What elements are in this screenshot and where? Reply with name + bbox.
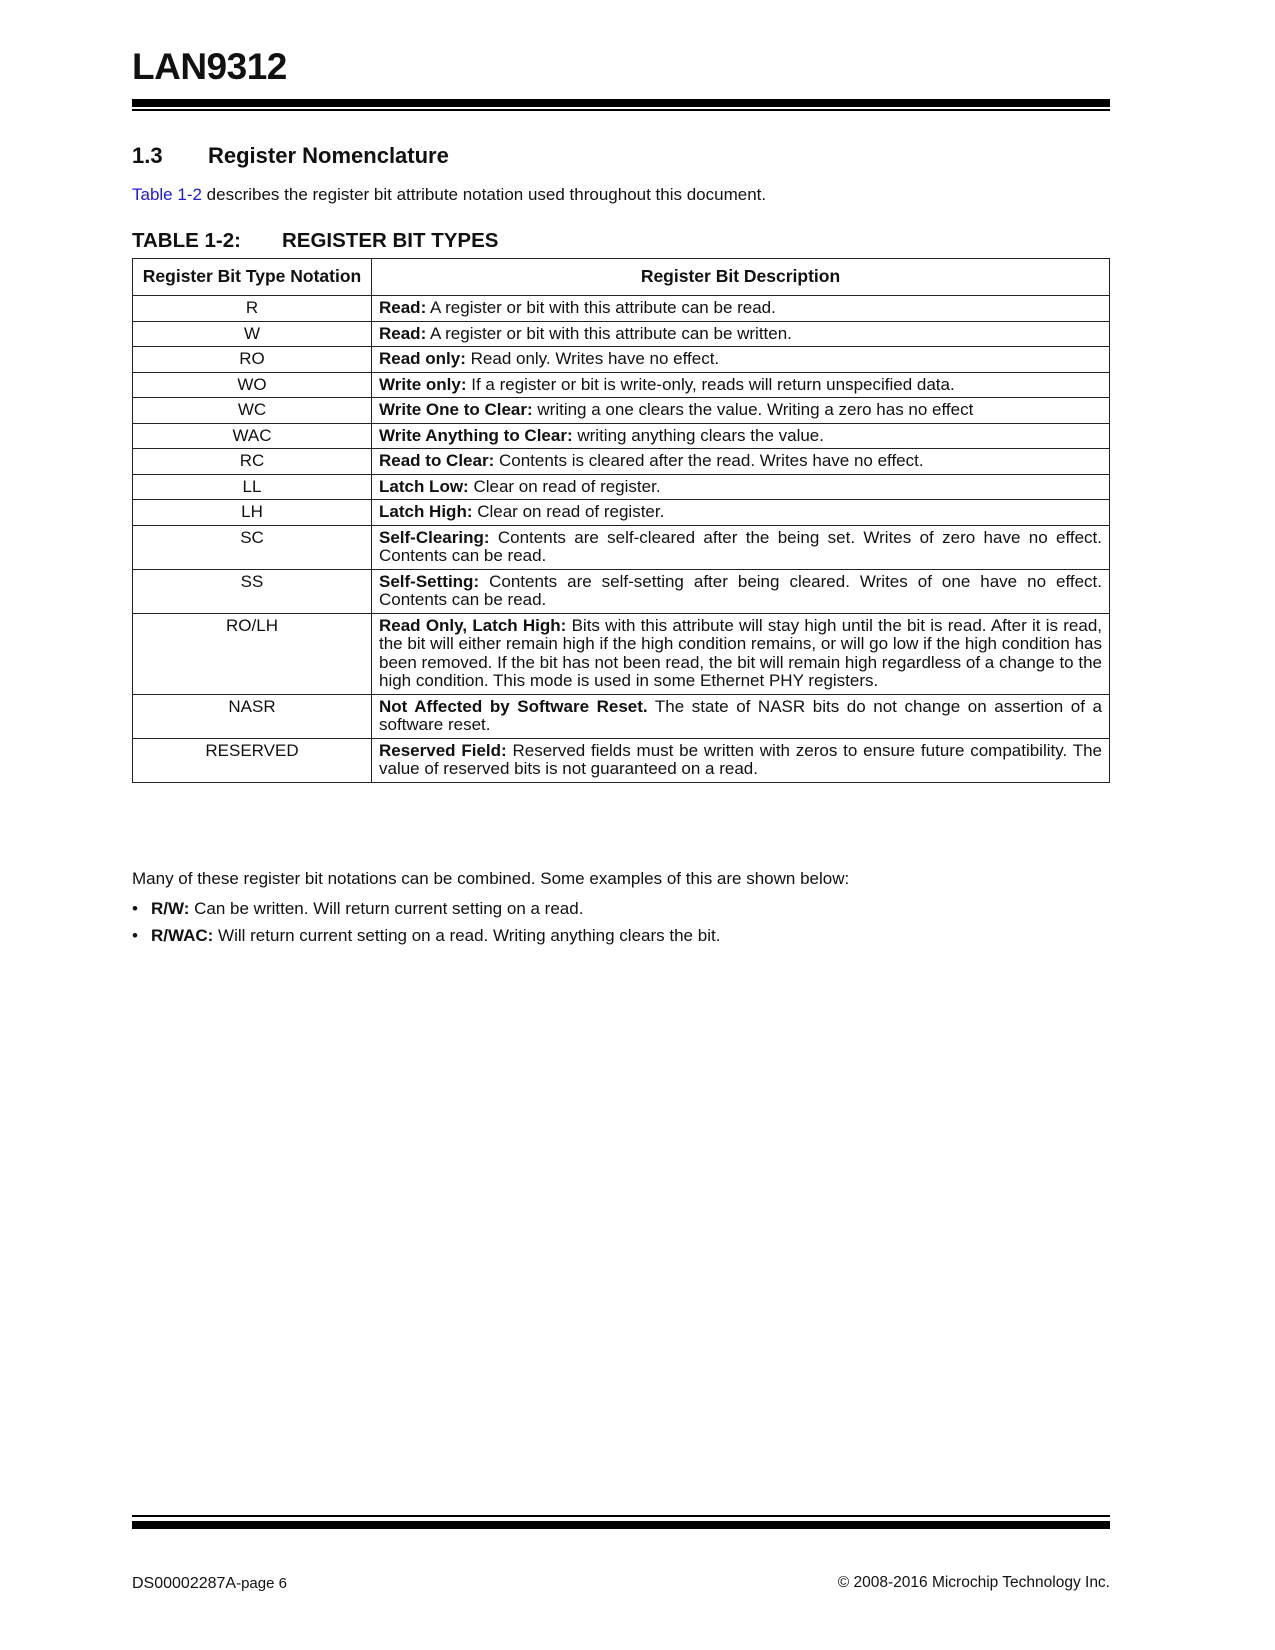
table-row — [133, 525, 1110, 569]
bit-type-notation: RO/LH — [133, 613, 372, 694]
bit-type-notation: WAC — [133, 423, 372, 449]
combination-item — [132, 926, 720, 946]
bit-type-term: Write One to Clear: — [379, 400, 533, 419]
table-row — [133, 372, 1110, 398]
footer-page-number: -page 6 — [236, 1575, 287, 1592]
bit-type-notation: SS — [133, 569, 372, 613]
bit-type-description — [372, 372, 1110, 398]
bit-type-notation: RO — [133, 347, 372, 373]
bit-type-description — [372, 474, 1110, 500]
bit-type-text: A register or bit with this attribute can be written. — [426, 323, 792, 343]
bit-type-text: Contents are self-setting after being cleared. Writes of one have no effect. Contents can be read. — [379, 571, 1102, 609]
table-row — [133, 613, 1110, 694]
bit-type-text: Clear on read of register. — [468, 476, 661, 496]
bit-type-description — [372, 525, 1110, 569]
table-row — [133, 474, 1110, 500]
bit-type-description — [372, 738, 1110, 782]
section-number: 1.3 — [132, 143, 163, 168]
combination-item — [132, 899, 720, 919]
table-row — [133, 569, 1110, 613]
bit-type-description — [372, 296, 1110, 322]
bit-type-description — [372, 613, 1110, 694]
footer-doc-id — [132, 1574, 287, 1593]
bullet-icon: • — [132, 926, 138, 946]
section-intro-text: describes the register bit attribute notation used throughout this document. — [201, 185, 767, 204]
table-header-row — [133, 259, 1110, 296]
bit-type-text: Reserved fields must be written with zeros to ensure future compatibility. The value of reserved bits is not guaranteed on a read. — [379, 740, 1102, 778]
bit-type-term: Read: — [379, 298, 427, 317]
bullet-icon: • — [132, 899, 138, 918]
table-caption-number: TABLE 1-2: — [132, 229, 241, 252]
bit-type-description — [372, 694, 1110, 738]
bit-type-term: Read to Clear: — [379, 451, 495, 470]
bit-type-text: Clear on read of register. — [472, 502, 665, 521]
bit-type-notation: NASR — [133, 694, 372, 738]
table-row — [133, 500, 1110, 526]
bit-type-text: Read only. Writes have no effect. — [465, 349, 720, 368]
bit-type-notation: W — [133, 321, 372, 347]
section-intro — [132, 185, 766, 205]
table-body — [133, 296, 1110, 783]
table-row — [133, 694, 1110, 738]
bit-type-term: Read only: — [379, 349, 466, 368]
table-caption — [132, 229, 498, 254]
table-row — [133, 738, 1110, 782]
section-title: Register Nomenclature — [208, 143, 449, 168]
bit-type-description — [372, 347, 1110, 373]
bit-type-notation: WC — [133, 398, 372, 424]
bit-type-term: Reserved Field: — [379, 740, 507, 760]
bit-type-description — [372, 398, 1110, 424]
header-notation: Register Bit Type Notation — [133, 259, 372, 296]
footer-rule-thick — [132, 1521, 1110, 1529]
combination-term: R/WAC: — [151, 926, 214, 946]
bit-type-notation: RESERVED — [133, 738, 372, 782]
footer-rule-thin — [132, 1515, 1110, 1517]
bit-type-term: Write only: — [379, 374, 467, 394]
combination-text: Can be written. Will return current setting on a read. — [189, 899, 584, 918]
table-row — [133, 423, 1110, 449]
table-row — [133, 347, 1110, 373]
bit-type-description — [372, 321, 1110, 347]
bit-type-term: Read Only, Latch High: — [379, 615, 567, 635]
bit-type-term: Read: — [379, 323, 427, 343]
bit-type-term: Not Affected by Software Reset. — [379, 696, 648, 716]
bit-type-text: Contents are self-cleared after the being set. Writes of zero have no effect. Contents can be read. — [379, 527, 1102, 565]
bit-type-text: A register or bit with this attribute can be read. — [426, 298, 776, 317]
bit-type-notation: RC — [133, 449, 372, 475]
table-row — [133, 321, 1110, 347]
table-reference-link[interactable]: Table 1-2 — [132, 185, 202, 204]
bit-type-text: writing a one clears the value. Writing a zero has no effect — [532, 400, 974, 419]
bit-type-text: Bits with this attribute will stay high until the bit is read. After it is read, the bit will either remain high if the high condition remains, or will go low if the high condition has been removed. If the bit has not been read, the bit will remain high regardless of a change to the high condition. This mode is used in some Ethernet PHY registers. — [379, 615, 1102, 690]
bit-type-term: Write Anything to Clear: — [379, 425, 573, 445]
bit-type-description — [372, 449, 1110, 475]
bit-type-term: Self-Clearing: — [379, 527, 490, 547]
bit-type-description — [372, 569, 1110, 613]
combination-term: R/W: — [151, 899, 190, 918]
footer-doc-number: DS00002287A — [132, 1575, 237, 1592]
bit-type-text: If a register or bit is write-only, reads will return unspecified data. — [466, 374, 955, 394]
footer-copyright: © 2008-2016 Microchip Technology Inc. — [837, 1574, 1110, 1591]
bit-type-text: The state of NASR bits do not change on assertion of a software reset. — [379, 696, 1103, 734]
bit-type-notation: WO — [133, 372, 372, 398]
bit-type-term: Latch Low: — [379, 476, 469, 496]
table-row — [133, 296, 1110, 322]
combination-text: Will return current setting on a read. Writing anything clears the bit. — [213, 926, 721, 946]
combinations-list — [132, 899, 720, 954]
table-row — [133, 398, 1110, 424]
header-description: Register Bit Description — [372, 259, 1110, 296]
header-rule-thin — [132, 109, 1110, 111]
header-rule-thick — [132, 99, 1110, 107]
bit-type-text: Contents is cleared after the read. Writes have no effect. — [494, 451, 924, 470]
section-heading — [132, 143, 449, 169]
bit-type-notation: SC — [133, 525, 372, 569]
table-row — [133, 449, 1110, 475]
bit-type-notation: R — [133, 296, 372, 322]
bit-type-description — [372, 423, 1110, 449]
bit-type-term: Latch High: — [379, 502, 473, 521]
table-caption-title: REGISTER BIT TYPES — [282, 229, 499, 252]
bit-type-description — [372, 500, 1110, 526]
bit-type-notation: LH — [133, 500, 372, 526]
document-title: LAN9312 — [132, 46, 287, 87]
bit-type-notation: LL — [133, 474, 372, 500]
bit-type-text: writing anything clears the value. — [572, 425, 824, 445]
register-bit-types-table — [132, 258, 1110, 783]
combinations-intro: Many of these register bit notations can be combined. Some examples of this are shown below: — [132, 869, 850, 888]
bit-type-term: Self-Setting: — [379, 571, 480, 591]
